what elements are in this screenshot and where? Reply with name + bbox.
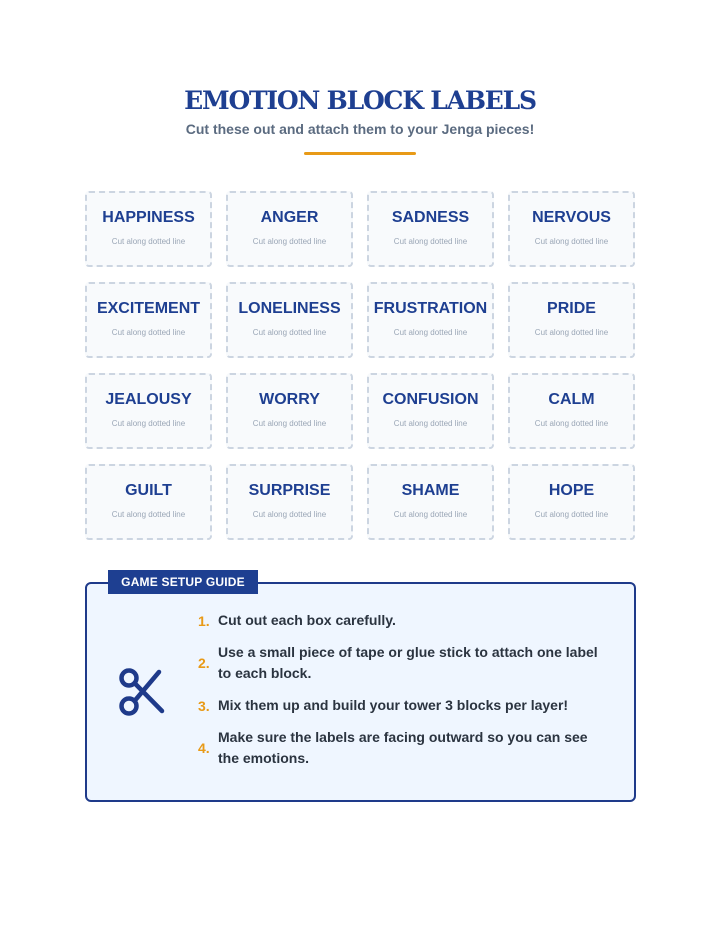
card-emotion: JEALOUSY: [105, 391, 192, 408]
card-emotion: CALM: [548, 391, 595, 408]
card-emotion: GUILT: [125, 482, 172, 499]
label-card-happiness: [85, 191, 212, 267]
card-emotion: SHAME: [401, 482, 460, 499]
page-subtitle: Cut these out and attach them to your Jenga pieces!: [185, 121, 535, 137]
card-hint: Cut along dotted line: [252, 328, 327, 337]
step-text: Mix them up and build your tower 3 blocks per layer!: [218, 697, 569, 713]
step-number: 1.: [198, 612, 210, 629]
step-item: [198, 610, 610, 631]
step-text: Make sure the labels are facing outward so you can see the emotions.: [218, 729, 588, 766]
card-emotion: FRUSTRATION: [373, 300, 488, 317]
label-card-excitement: [85, 282, 212, 358]
card-hint: Cut along dotted line: [252, 237, 327, 246]
label-card-pride: [508, 282, 635, 358]
label-card-worry: [226, 373, 353, 449]
card-emotion: ANGER: [260, 209, 319, 226]
card-hint: Cut along dotted line: [111, 510, 186, 519]
card-hint: Cut along dotted line: [534, 510, 609, 519]
card-hint: Cut along dotted line: [252, 510, 327, 519]
label-card-calm: [508, 373, 635, 449]
scissors-icon: [117, 666, 167, 718]
card-emotion: HAPPINESS: [102, 209, 195, 226]
card-emotion: LONELINESS: [238, 300, 341, 317]
label-card-jealousy: [85, 373, 212, 449]
step-number: 4.: [198, 740, 210, 756]
card-emotion: SURPRISE: [248, 482, 331, 499]
label-card-confusion: [367, 373, 494, 449]
card-emotion: HOPE: [548, 482, 595, 499]
label-card-hope: [508, 464, 635, 540]
card-hint: Cut along dotted line: [111, 237, 186, 246]
card-hint: Cut along dotted line: [111, 328, 186, 337]
card-hint: Cut along dotted line: [393, 328, 468, 337]
step-text: Use a small piece of tape or glue stick to attach one label to each block.: [218, 644, 598, 681]
accent-divider: [304, 152, 416, 155]
card-emotion: NERVOUS: [532, 209, 611, 226]
setup-steps: [198, 610, 610, 780]
card-emotion: CONFUSION: [382, 391, 479, 408]
label-card-sadness: [367, 191, 494, 267]
label-card-frustration: [367, 282, 494, 358]
card-hint: Cut along dotted line: [534, 328, 609, 337]
step-text: Cut out each box carefully.: [218, 612, 396, 628]
page-header: [0, 86, 720, 138]
label-card-guilt: [85, 464, 212, 540]
card-emotion: EXCITEMENT: [96, 300, 201, 317]
card-hint: Cut along dotted line: [393, 510, 468, 519]
card-hint: Cut along dotted line: [393, 419, 468, 428]
step-item: [198, 642, 610, 684]
step-number: 3.: [198, 697, 210, 714]
step-item: [198, 695, 610, 716]
step-item: [198, 727, 610, 769]
label-card-shame: [367, 464, 494, 540]
guide-tab-label: GAME SETUP GUIDE: [108, 570, 258, 594]
label-card-anger: [226, 191, 353, 267]
card-hint: Cut along dotted line: [393, 237, 468, 246]
label-card-surprise: [226, 464, 353, 540]
step-number: 2.: [198, 655, 210, 671]
page-title: EMOTION BLOCK LABELS: [184, 86, 536, 115]
label-card-loneliness: [226, 282, 353, 358]
card-emotion: SADNESS: [391, 209, 470, 226]
card-hint: Cut along dotted line: [534, 419, 609, 428]
card-emotion: WORRY: [259, 391, 320, 408]
label-grid: [85, 191, 636, 540]
card-hint: Cut along dotted line: [252, 419, 327, 428]
card-emotion: PRIDE: [547, 300, 596, 317]
card-hint: Cut along dotted line: [534, 237, 609, 246]
label-card-nervous: [508, 191, 635, 267]
card-hint: Cut along dotted line: [111, 419, 186, 428]
